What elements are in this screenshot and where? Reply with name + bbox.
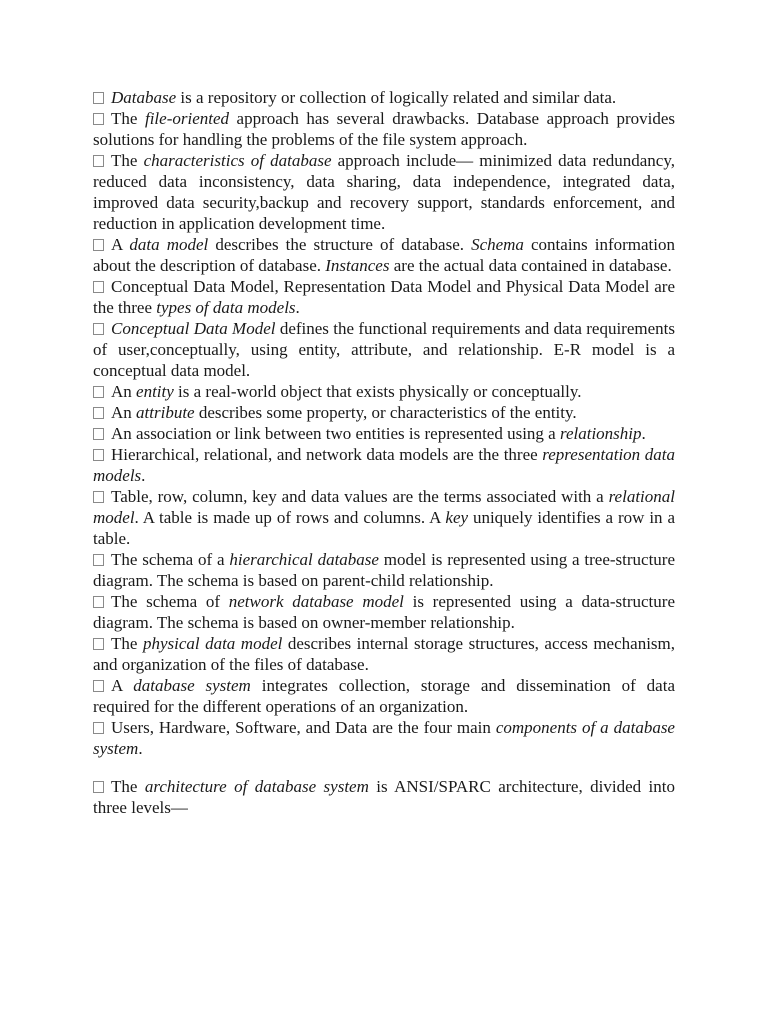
- bullet-box-icon: [93, 428, 104, 440]
- bullet-paragraph: [93, 276, 675, 318]
- paragraph-text: The: [111, 777, 145, 796]
- bullet-paragraph: [93, 87, 675, 108]
- bullet-paragraph: [93, 381, 675, 402]
- paragraph-text: An: [111, 403, 137, 422]
- paragraph-text: defines the functional requirements and data requirements of user,conceptually, using entity, attribute, and relationship. E-R model is a conceptual data model.: [93, 319, 675, 380]
- bullet-paragraph: [93, 776, 675, 818]
- bullet-paragraph: [93, 591, 675, 633]
- bullet-box-icon: [93, 638, 104, 650]
- bullet-box-icon: [93, 781, 104, 793]
- bullet-box-icon: [93, 92, 104, 104]
- italic-term: characteristics of database: [143, 151, 332, 170]
- paragraph-text: Users, Hardware, Software, and Data are the four main: [111, 718, 496, 737]
- italic-term: Instances: [325, 256, 390, 275]
- bullet-paragraph: [93, 150, 675, 234]
- italic-term: key: [445, 508, 469, 527]
- italic-term: Conceptual Data Model: [111, 319, 276, 338]
- italic-term: data model: [129, 235, 209, 254]
- italic-term: physical data model: [142, 634, 283, 653]
- italic-term: architecture of database system: [144, 777, 369, 796]
- paragraph-text: describes internal storage structures, access mechanism, and organization of the files of database.: [93, 634, 676, 674]
- paragraph-text: . A table is made up of rows and columns. A: [134, 508, 446, 527]
- italic-term: hierarchical database: [229, 550, 379, 569]
- paragraph-text: approach include— minimized data redundancy, reduced data inconsistency, data sharing, data independence, integrated data, improved data security,backup and recovery support, standards enforcement, and reduction in application development time.: [93, 151, 675, 233]
- bullet-paragraph: [93, 675, 675, 717]
- italic-term: Database: [111, 88, 177, 107]
- paragraph-text: The schema of a: [111, 550, 230, 569]
- bullet-paragraph: [93, 444, 675, 486]
- italic-term: components of a database system: [93, 718, 675, 758]
- paragraph-text: describes some property, or characteristics of the entity.: [194, 403, 577, 422]
- bullet-paragraph: [93, 423, 675, 444]
- italic-term: Schema: [471, 235, 524, 254]
- bullet-paragraph: [93, 108, 675, 150]
- paragraph-text: Conceptual Data Model, Representation Data Model and Physical Data Model are the three: [93, 277, 675, 317]
- paragraph-text: .: [641, 424, 646, 443]
- italic-term: database system: [133, 676, 251, 695]
- bullet-paragraph: [93, 402, 675, 423]
- bullet-box-icon: [93, 239, 104, 251]
- bullet-paragraph: [93, 486, 675, 549]
- italic-term: network database model: [228, 592, 404, 611]
- bullet-box-icon: [93, 113, 104, 125]
- italic-term: relational model: [93, 487, 675, 527]
- bullet-paragraph: [93, 318, 675, 381]
- paragraph-text: .: [295, 298, 300, 317]
- bullet-box-icon: [93, 386, 104, 398]
- italic-term: attribute: [136, 403, 195, 422]
- italic-term: representation data models: [93, 445, 675, 485]
- paragraph-text: The: [111, 151, 144, 170]
- paragraph-text: is a real-world object that exists physically or conceptually.: [173, 382, 582, 401]
- paragraph-text: An: [111, 382, 137, 401]
- bullet-paragraph: [93, 549, 675, 591]
- bullet-box-icon: [93, 281, 104, 293]
- bullet-paragraph: [93, 234, 675, 276]
- paragraph-text: is ANSI/SPARC architecture, divided into three levels—: [93, 777, 675, 817]
- paragraph-text: An association or link between two entities is represented using a: [111, 424, 560, 443]
- paragraph-text: describes the structure of database.: [208, 235, 472, 254]
- paragraph-text: uniquely identifies a row in a table.: [93, 508, 675, 548]
- bullet-box-icon: [93, 596, 104, 608]
- italic-term: types of data models: [156, 298, 296, 317]
- bullet-paragraph: [93, 717, 675, 759]
- paragraph-text: .: [141, 466, 146, 485]
- bullet-box-icon: [93, 407, 104, 419]
- paragraph-text: integrates collection, storage and dissemination of data required for the different operations of an organization.: [93, 676, 675, 716]
- paragraph-text: approach has several drawbacks. Database approach provides solutions for handling the problems of the file system approach.: [93, 109, 675, 149]
- bullet-box-icon: [93, 155, 104, 167]
- paragraph-text: are the actual data contained in database.: [389, 256, 672, 275]
- paragraph-text: The schema of: [111, 592, 229, 611]
- paragraph-text: Table, row, column, key and data values are the terms associated with a: [111, 487, 609, 506]
- bullet-box-icon: [93, 449, 104, 461]
- paragraph-text: The: [111, 109, 145, 128]
- bullet-box-icon: [93, 491, 104, 503]
- italic-term: file-oriented: [144, 109, 230, 128]
- paragraph-text: is a repository or collection of logically related and similar data.: [176, 88, 617, 107]
- paragraph-text: A: [111, 235, 130, 254]
- italic-term: entity: [136, 382, 174, 401]
- paragraph-text: contains information about the description of database.: [93, 235, 675, 275]
- document-page: [93, 87, 675, 818]
- bullet-box-icon: [93, 680, 104, 692]
- paragraph-text: is represented using a data-structure diagram. The schema is based on owner-member relationship.: [93, 592, 675, 632]
- bullet-box-icon: [93, 722, 104, 734]
- paragraph-text: .: [138, 739, 143, 758]
- paragraph-text: Hierarchical, relational, and network data models are the three: [111, 445, 543, 464]
- paragraph-text: model is represented using a tree-structure diagram. The schema is based on parent-child relationship.: [93, 550, 675, 590]
- bullet-box-icon: [93, 554, 104, 566]
- bullet-box-icon: [93, 323, 104, 335]
- italic-term: relationship: [559, 424, 642, 443]
- bullet-paragraph: [93, 633, 675, 675]
- paragraph-text: The: [111, 634, 143, 653]
- paragraph-text: A: [111, 676, 134, 695]
